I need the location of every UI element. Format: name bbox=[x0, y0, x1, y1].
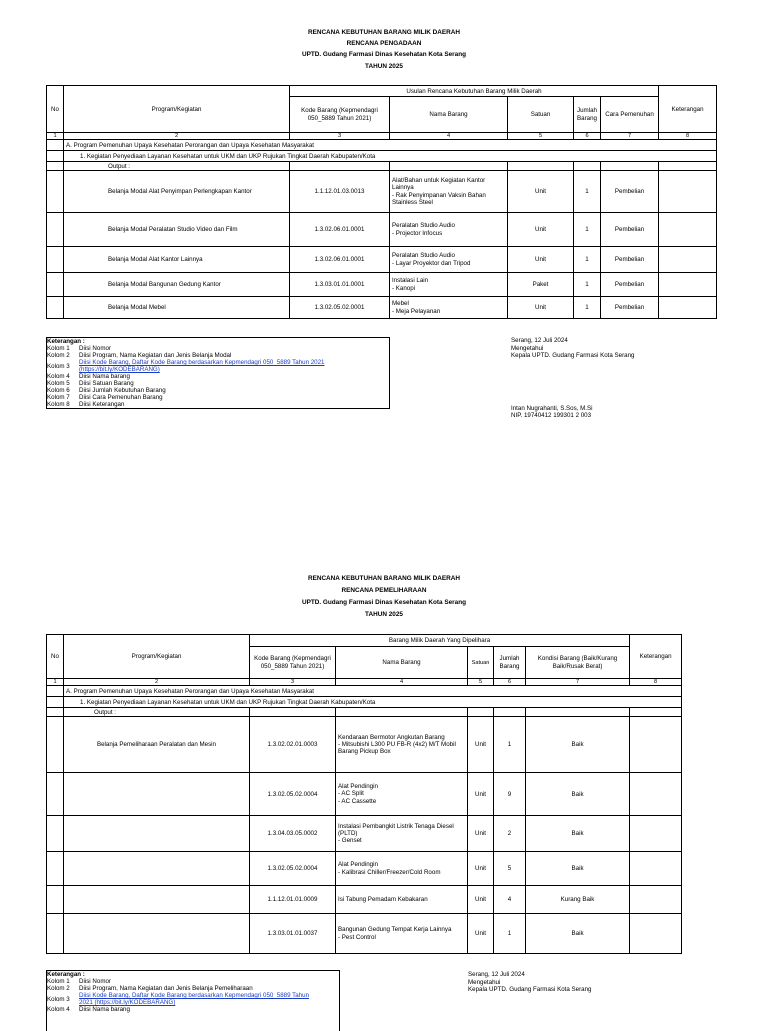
table-row bbox=[47, 171, 717, 213]
keterangan-value: Diisi Nomor bbox=[79, 345, 111, 352]
row-cara: Pembelian bbox=[601, 297, 659, 319]
row-nama: Instalasi Pembangkit Listrik Tenaga Diesel (PLTD) - Genset bbox=[336, 816, 468, 852]
doc1-keterangan-box bbox=[46, 337, 390, 409]
doc1-colnum: 3 bbox=[290, 133, 390, 140]
doc2-colnum: 8 bbox=[630, 679, 682, 686]
table-row bbox=[47, 297, 717, 319]
doc2-table bbox=[46, 634, 682, 954]
kode-barang-link[interactable]: Diisi Kode Barang, Daftar Kode Barang berdasarkan Kepmendagri 050_5889 Tahun 2021 (https://bit.ly/KODEBARANG) bbox=[79, 992, 310, 1006]
table-row bbox=[47, 773, 682, 816]
doc1-header-satuan: Satuan bbox=[508, 97, 574, 133]
doc2-title-2: RENCANA PEMELIHARAAN bbox=[341, 587, 427, 594]
row-nama: Isi Tabung Pemadam Kebakaran bbox=[336, 886, 468, 914]
row-program: Belanja Modal Bangunan Gedung Kantor bbox=[64, 273, 290, 297]
signature-mengetahui: Mengetahui bbox=[511, 344, 544, 352]
row-kode: 1.3.03.01.01.0037 bbox=[250, 914, 336, 954]
row-jumlah: 1 bbox=[574, 213, 601, 247]
row-jumlah: 2 bbox=[494, 816, 526, 852]
doc1-signature-block bbox=[511, 337, 634, 420]
row-cara: Pembelian bbox=[601, 213, 659, 247]
row-kondisi: Baik bbox=[526, 852, 630, 886]
doc1-colnum: 4 bbox=[390, 133, 508, 140]
row-satuan: Unit bbox=[468, 914, 494, 954]
row-kode: 1.3.02.06.01.0001 bbox=[290, 247, 390, 273]
row-kondisi: Baik bbox=[526, 773, 630, 816]
keterangan-value: Diisi Program, Nama Kegiatan dan Jenis Belanja Pemeliharaan bbox=[79, 985, 253, 992]
keterangan-key: Kolom 5 bbox=[47, 380, 70, 387]
signature-nip: NIP. 19740412 199301 2 003 bbox=[511, 412, 592, 420]
row-satuan: Unit bbox=[508, 171, 574, 213]
doc1-colnum: 7 bbox=[601, 133, 659, 140]
keterangan-value: Diisi Jumlah Kebutuhan Barang bbox=[79, 387, 166, 394]
row-jumlah: 1 bbox=[494, 914, 526, 954]
row-nama: Instalasi Lain - Kanopi bbox=[390, 273, 508, 297]
row-kode: 1.3.02.05.02.0004 bbox=[250, 773, 336, 816]
keterangan-key: Kolom 3 bbox=[47, 995, 70, 1003]
keterangan-key: Kolom 4 bbox=[47, 1006, 70, 1013]
row-nama: Mebel - Meja Pelayanan bbox=[390, 297, 508, 319]
table-row bbox=[47, 914, 682, 954]
doc2-program-a: A. Program Pemenuhan Upaya Kesehatan Perorangan dan Upaya Kesehatan Masyarakat bbox=[64, 686, 682, 697]
doc2-header-program: Program/Kegiatan bbox=[64, 635, 250, 679]
keterangan-key: Kolom 7 bbox=[47, 394, 70, 401]
doc2-output-label: Output : bbox=[64, 708, 250, 717]
row-jumlah: 1 bbox=[574, 247, 601, 273]
row-nama: Alat Pendingin - AC Split - AC Cassette bbox=[336, 773, 468, 816]
doc1-output-label: Output : bbox=[64, 162, 290, 171]
doc2-colnum: 7 bbox=[526, 679, 630, 686]
doc2-colnum: 2 bbox=[64, 679, 250, 686]
doc2-header-satuan: Satuan bbox=[468, 647, 494, 679]
row-kode: 1.3.02.05.02.0004 bbox=[250, 852, 336, 886]
signature-position: Kepala UPTD. Gudang Farmasi Kota Serang bbox=[468, 986, 592, 994]
row-kondisi: Baik bbox=[526, 717, 630, 773]
row-nama: Peralatan Studio Audio - Layar Proyektor dan Tripod bbox=[390, 247, 508, 273]
keterangan-key: Kolom 3 bbox=[47, 362, 70, 370]
doc1-colnum: 5 bbox=[508, 133, 574, 140]
keterangan-key: Kolom 2 bbox=[47, 985, 70, 992]
row-satuan: Unit bbox=[508, 247, 574, 273]
doc2-header-kode: Kode Barang (Kepmendagri 050_5889 Tahun 2021) bbox=[250, 647, 336, 679]
row-program bbox=[64, 852, 250, 886]
row-jumlah: 1 bbox=[574, 297, 601, 319]
doc2-colnum: 3 bbox=[250, 679, 336, 686]
keterangan-key: Kolom 1 bbox=[47, 978, 70, 985]
table-row bbox=[47, 816, 682, 852]
row-kondisi: Baik bbox=[526, 816, 630, 852]
row-program bbox=[64, 773, 250, 816]
row-kode: 1.1.12.01.01.0009 bbox=[250, 886, 336, 914]
row-satuan: Unit bbox=[468, 773, 494, 816]
kode-barang-link[interactable]: Diisi Kode Barang, Daftar Kode Barang berdasarkan Kepmendagri 050_5889 Tahun 2021 (https://bit.ly/KODEBARANG) bbox=[79, 359, 325, 373]
keterangan-value: Diisi Keterangan bbox=[79, 401, 125, 408]
doc1-table bbox=[46, 85, 717, 319]
keterangan-value: Diisi Program, Nama Kegiatan dan Jenis Belanja Modal bbox=[79, 352, 232, 359]
doc2-colnum: 4 bbox=[336, 679, 468, 686]
keterangan-key: Kolom 6 bbox=[47, 387, 70, 394]
table-row bbox=[47, 717, 682, 773]
doc2-kegiatan-1: 1. Kegiatan Penyediaan Layanan Kesehatan untuk UKM dan UKP Rujukan Tingkat Daerah Kabupaten/Kota bbox=[64, 697, 682, 708]
doc1-header-program: Program/Kegiatan bbox=[64, 86, 290, 133]
table-row bbox=[47, 273, 717, 297]
signature-place-date: Serang, 12 Juli 2024 bbox=[511, 337, 568, 344]
doc1-title-2: RENCANA PENGADAAN bbox=[346, 40, 422, 47]
row-program: Belanja Modal Alat Kantor Lainnya bbox=[64, 247, 290, 273]
row-kode: 1.3.03.01.01.0001 bbox=[290, 273, 390, 297]
doc2-colnum: 1 bbox=[47, 679, 64, 686]
doc1-title-3: UPTD. Gudang Farmasi Dinas Kesehatan Kota Serang bbox=[301, 51, 467, 58]
row-kode: 1.1.12.01.03.0013 bbox=[290, 171, 390, 213]
row-kondisi: Kurang Baik bbox=[526, 886, 630, 914]
row-cara: Pembelian bbox=[601, 171, 659, 213]
row-jumlah: 4 bbox=[494, 886, 526, 914]
row-cara: Pembelian bbox=[601, 273, 659, 297]
doc1-colnum: 2 bbox=[64, 133, 290, 140]
keterangan-value: Diisi Nama barang bbox=[79, 1006, 130, 1013]
doc1-header-kode: Kode Barang (Kepmendagri 050_5889 Tahun 2021) bbox=[290, 97, 390, 133]
row-satuan: Unit bbox=[468, 886, 494, 914]
row-jumlah: 1 bbox=[574, 171, 601, 213]
signature-mengetahui: Mengetahui bbox=[468, 978, 501, 986]
keterangan-key: Kolom 8 bbox=[47, 401, 70, 408]
row-satuan: Unit bbox=[468, 816, 494, 852]
row-satuan: Unit bbox=[468, 717, 494, 773]
signature-place-date: Serang, 12 Juli 2024 bbox=[468, 971, 525, 978]
doc1-header-keterangan: Keterangan bbox=[659, 86, 717, 133]
row-kondisi: Baik bbox=[526, 914, 630, 954]
row-satuan: Unit bbox=[508, 213, 574, 247]
doc1-colnum: 6 bbox=[574, 133, 601, 140]
doc2-title-1: RENCANA KEBUTUHAN BARANG MILIK DAERAH bbox=[307, 575, 461, 582]
doc1-header-jumlah: Jumlah Barang bbox=[574, 97, 601, 133]
row-nama: Bangunan Gedung Tempat Kerja Lainnya - Pest Control bbox=[336, 914, 468, 954]
doc1-colnum: 1 bbox=[47, 133, 64, 140]
doc2-header-kondisi: Kondisi Barang (Baik/Kurang Baik/Rusak Berat) bbox=[526, 647, 630, 679]
row-jumlah: 9 bbox=[494, 773, 526, 816]
row-jumlah: 1 bbox=[574, 273, 601, 297]
doc2-signature-block bbox=[468, 971, 591, 994]
row-cara: Pembelian bbox=[601, 247, 659, 273]
row-program bbox=[64, 914, 250, 954]
row-program: Belanja Modal Mebel bbox=[64, 297, 290, 319]
row-program: Belanja Modal Alat Penyimpan Perlengkapan Kantor bbox=[64, 171, 290, 213]
doc1-title-4: TAHUN 2025 bbox=[365, 63, 403, 70]
row-kode: 1.3.02.06.01.0001 bbox=[290, 213, 390, 247]
keterangan-key: Kolom 2 bbox=[47, 352, 70, 359]
doc2-header-nama: Nama Barang bbox=[336, 647, 468, 679]
doc2-header-jumlah: Jumlah Barang bbox=[494, 647, 526, 679]
table-row bbox=[47, 247, 717, 273]
row-jumlah: 1 bbox=[494, 717, 526, 773]
keterangan-value: Diisi Cara Pemenuhan Barang bbox=[79, 394, 163, 401]
doc1-header-cara: Cara Pemenuhan bbox=[601, 97, 659, 133]
doc1-header-no: No bbox=[47, 86, 64, 133]
row-program: Belanja Modal Peralatan Studio Video dan Film bbox=[64, 213, 290, 247]
row-kode: 1.3.04.03.05.0002 bbox=[250, 816, 336, 852]
row-kode: 1.3.02.02.01.0003 bbox=[250, 717, 336, 773]
doc2-title-3: UPTD. Gudang Farmasi Dinas Kesehatan Kota Serang bbox=[301, 599, 467, 606]
doc2-header-group: Barang Milik Daerah Yang Dipelihara bbox=[250, 635, 630, 647]
keterangan-value: Diisi Nomor bbox=[79, 978, 111, 985]
doc2-header-keterangan: Keterangan bbox=[630, 635, 682, 679]
doc1-colnum: 8 bbox=[659, 133, 717, 140]
keterangan-title: Keterangan : bbox=[47, 971, 85, 978]
doc2-colnum: 5 bbox=[468, 679, 494, 686]
table-row bbox=[47, 886, 682, 914]
keterangan-title: Keterangan : bbox=[47, 338, 85, 345]
row-jumlah: 5 bbox=[494, 852, 526, 886]
row-nama: Alat/Bahan untuk Kegiatan Kantor Lainnya - Rak Penyimpanan Vaksin Bahan Stainless Steel bbox=[390, 171, 508, 213]
row-program: Belanja Pemeliharaan Peralatan dan Mesin bbox=[64, 717, 250, 773]
signature-position: Kepala UPTD. Gudang Farmasi Kota Serang bbox=[511, 352, 635, 360]
keterangan-value: Diisi Nama barang bbox=[79, 373, 130, 380]
doc1-program-a: A. Program Pemenuhan Upaya Kesehatan Perorangan dan Upaya Kesehatan Masyarakat bbox=[64, 140, 717, 151]
doc2-keterangan-box bbox=[46, 970, 340, 1031]
row-nama: Peralatan Studio Audio - Projector Infocus bbox=[390, 213, 508, 247]
table-row bbox=[47, 852, 682, 886]
table-row bbox=[47, 213, 717, 247]
row-satuan: Unit bbox=[508, 297, 574, 319]
keterangan-key: Kolom 4 bbox=[47, 373, 70, 380]
doc1-title-1: RENCANA KEBUTUHAN BARANG MILIK DAERAH bbox=[307, 29, 461, 36]
doc2-title-4: TAHUN 2025 bbox=[365, 611, 403, 618]
row-satuan: Paket bbox=[508, 273, 574, 297]
doc1-kegiatan-1: 1. Kegiatan Penyediaan Layanan Kesehatan untuk UKM dan UKP Rujukan Tingkat Daerah Kabupaten/Kota bbox=[64, 151, 717, 162]
doc2-colnum: 6 bbox=[494, 679, 526, 686]
row-program bbox=[64, 886, 250, 914]
keterangan-value: Diisi Satuan Barang bbox=[79, 380, 134, 387]
row-kode: 1.3.02.05.02.0001 bbox=[290, 297, 390, 319]
keterangan-key: Kolom 1 bbox=[47, 345, 70, 352]
signature-name: Intan Nugrahanti, S.Sos, M.Si bbox=[511, 404, 593, 412]
row-nama: Alat Pendingin - Kalibrasi Chiller/Freezer/Cold Room bbox=[336, 852, 468, 886]
doc2-header-no: No bbox=[47, 635, 64, 679]
doc1-header-nama: Nama Barang bbox=[390, 97, 508, 133]
row-program bbox=[64, 816, 250, 852]
row-satuan: Unit bbox=[468, 852, 494, 886]
row-nama: Kendaraan Bermotor Angkutan Barang - Mitsubishi L300 PU FB-R (4x2) M/T Mobil Barang Pickup Box bbox=[336, 717, 468, 773]
doc1-header-group: Usulan Rencana Kebutuhan Barang Milik Daerah bbox=[290, 86, 659, 97]
